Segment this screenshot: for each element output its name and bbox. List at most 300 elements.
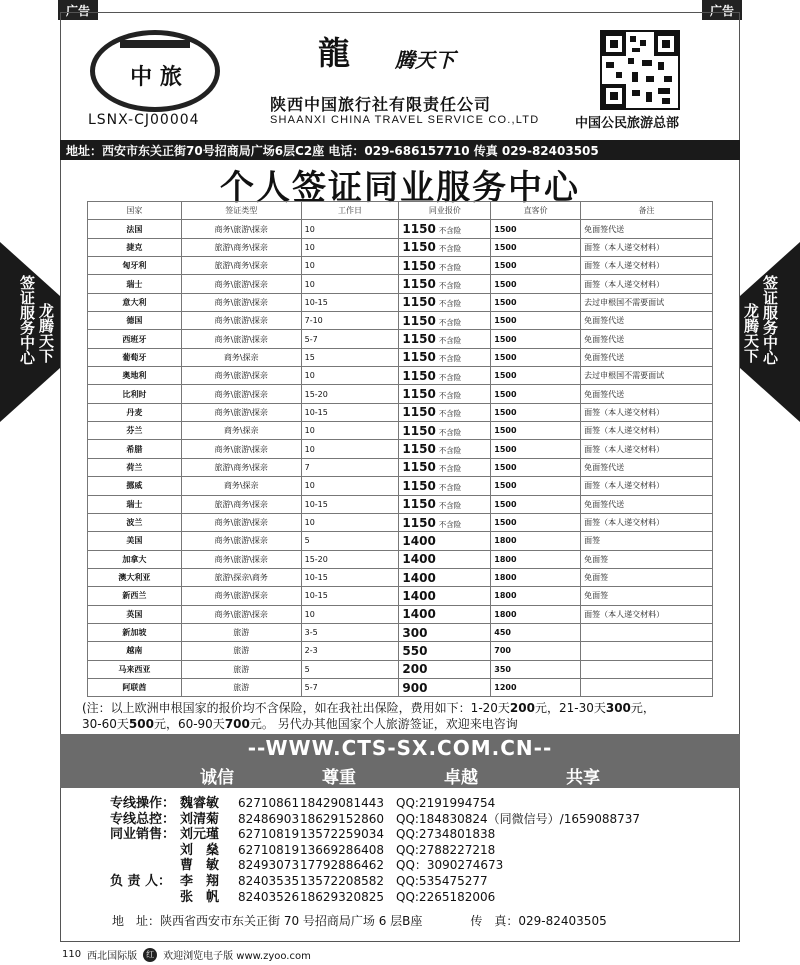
header-direct-price: 直客价 (491, 202, 581, 220)
cell-workdays: 5-7 (301, 678, 399, 696)
contact-row (110, 843, 640, 859)
contact-row (110, 827, 640, 843)
cell-visa-type: 商务\旅游\探亲 (181, 403, 301, 421)
address-bar: 地址：西安市东关正街70号招商局广场6层C2座 电话：029-686157710 传真 029-82403505 (60, 140, 740, 160)
footnote-text: 30-60天 (82, 717, 129, 731)
cell-country: 阿联酋 (88, 678, 182, 696)
insurance-note: 不含险 (438, 391, 462, 401)
trade-price-value: 1150 (402, 405, 436, 420)
contact-phone: 82493073 (238, 858, 300, 873)
cell-notes: 免面签 (581, 587, 713, 605)
cell-trade-price (399, 477, 491, 495)
contact-name: 刘清菊 (180, 811, 220, 827)
cell-direct-price: 1500 (491, 385, 581, 403)
trade-price-value: 1400 (402, 607, 436, 622)
cell-direct-price: 1800 (491, 532, 581, 550)
table-row (88, 477, 713, 495)
table-row (88, 642, 713, 660)
insurance-note: 不含险 (438, 427, 462, 437)
cell-visa-type: 商务\旅游\探亲 (181, 330, 301, 348)
cell-direct-price: 1500 (491, 330, 581, 348)
table-row (88, 678, 713, 696)
side-right-line-2: 签证服务中心 (761, 275, 779, 365)
company-name-en: SHAANXI CHINA TRAVEL SERVICE CO.,LTD (270, 114, 540, 126)
trade-price-value: 300 (402, 625, 428, 640)
cell-notes: 免面签 (581, 568, 713, 586)
contact-row (110, 858, 640, 874)
contact-qq: QQ:184830824（同微信号）/1659088737 (396, 811, 641, 826)
contact-mobile: 13669286408 (300, 842, 384, 857)
trade-price-value: 900 (402, 680, 428, 695)
contact-qq: QQ：3090274673 (396, 858, 504, 873)
cell-workdays: 15 (301, 348, 399, 366)
cell-notes: 面签（本人递交材料） (581, 513, 713, 531)
cell-workdays: 7 (301, 458, 399, 476)
cell-country: 奥地利 (88, 367, 182, 385)
cell-country: 葡萄牙 (88, 348, 182, 366)
table-row (88, 568, 713, 586)
footnote-text: (注：以上欧洲申根国家的报价均不含保险，如在我社出保险，费用如下：1-20天 (82, 701, 510, 715)
table-row (88, 660, 713, 678)
cell-direct-price: 1800 (491, 605, 581, 623)
ad-label-right: 广告 (702, 0, 742, 20)
cell-trade-price (399, 312, 491, 330)
cell-trade-price (399, 587, 491, 605)
insurance-note: 不含险 (438, 446, 462, 456)
header-notes: 备注 (581, 202, 713, 220)
value-item: 诚信 (200, 768, 234, 788)
cell-visa-type: 商务\旅游\探亲 (181, 605, 301, 623)
trade-price-value: 1150 (402, 332, 436, 347)
trade-price-value: 550 (402, 643, 428, 658)
table-row (88, 403, 713, 421)
cell-visa-type: 商务\旅游\探亲 (181, 513, 301, 531)
cell-notes: 去过申根国不需要面试 (581, 367, 713, 385)
value-item: 卓越 (444, 768, 478, 788)
cell-notes: 免面签代送 (581, 458, 713, 476)
contact-role: 同业销售： (110, 827, 176, 843)
trade-price-value: 1150 (402, 387, 436, 402)
trade-price-value: 1150 (402, 240, 436, 255)
side-left-line-1: 签证服务中心 (18, 275, 36, 365)
cell-notes: 免面签代送 (581, 495, 713, 513)
insurance-note: 不含险 (438, 482, 462, 492)
cell-workdays: 3-5 (301, 623, 399, 641)
cell-notes: 面签（本人递交材料） (581, 275, 713, 293)
contact-qq: QQ:2788227218 (396, 842, 496, 857)
cell-trade-price (399, 678, 491, 696)
cell-notes: 面签（本人递交材料） (581, 403, 713, 421)
insurance-note: 不含险 (438, 464, 462, 474)
contact-qq: QQ:2191994754 (396, 796, 496, 810)
cell-trade-price (399, 458, 491, 476)
insurance-note: 不含险 (438, 262, 462, 272)
cell-notes: 免面签代送 (581, 348, 713, 366)
insurance-note: 不含险 (438, 336, 462, 346)
cell-direct-price: 1800 (491, 568, 581, 586)
trade-price-value: 1150 (402, 313, 436, 328)
insurance-footnote (82, 700, 722, 732)
page-footer (62, 947, 311, 962)
cell-trade-price (399, 605, 491, 623)
logo-bar-icon (120, 40, 190, 48)
cell-visa-type: 旅游 (181, 678, 301, 696)
cell-workdays: 10-15 (301, 293, 399, 311)
cell-trade-price (399, 385, 491, 403)
cell-workdays: 10 (301, 422, 399, 440)
contact-name: 刘元瑾 (180, 827, 220, 843)
cell-workdays: 2-3 (301, 642, 399, 660)
cell-notes: 免面签代送 (581, 312, 713, 330)
cell-visa-type: 旅游\探亲\商务 (181, 568, 301, 586)
footnote-text: 元，21-30天 (534, 701, 606, 715)
trade-price-value: 1150 (402, 460, 436, 475)
trade-price-value: 1150 (402, 423, 436, 438)
cell-notes: 面签（本人递交材料） (581, 440, 713, 458)
cell-workdays: 5 (301, 532, 399, 550)
cell-country: 挪威 (88, 477, 182, 495)
trade-price-value: 1400 (402, 570, 436, 585)
table-row (88, 550, 713, 568)
cell-trade-price (399, 238, 491, 256)
cell-workdays: 7-10 (301, 312, 399, 330)
cell-visa-type: 商务\旅游\探亲 (181, 220, 301, 238)
visa-price-table (87, 201, 713, 697)
cell-direct-price: 1500 (491, 220, 581, 238)
cell-workdays: 10 (301, 440, 399, 458)
cell-visa-type: 商务\探亲 (181, 477, 301, 495)
cell-direct-price: 1500 (491, 458, 581, 476)
table-row (88, 275, 713, 293)
cell-workdays: 10 (301, 257, 399, 275)
cell-direct-price: 1200 (491, 678, 581, 696)
cell-workdays: 10-15 (301, 495, 399, 513)
cell-country: 荷兰 (88, 458, 182, 476)
cell-trade-price (399, 422, 491, 440)
cell-workdays: 10 (301, 605, 399, 623)
table-row (88, 605, 713, 623)
cell-country: 法国 (88, 220, 182, 238)
bottom-address: 地 址：陕西省西安市东关正街 70 号招商局广场 6 层B座 传 真：029-82403505 (112, 914, 607, 928)
cell-notes: 面签 (581, 532, 713, 550)
insurance-note: 不含险 (438, 519, 462, 529)
table-row (88, 422, 713, 440)
side-text-right (742, 275, 778, 365)
contact-name: 刘 燊 (180, 842, 220, 858)
cell-direct-price: 1500 (491, 513, 581, 531)
contact-name: 魏睿敏 (180, 796, 220, 811)
cell-trade-price (399, 513, 491, 531)
license-number: LSNX-CJ00004 (88, 112, 200, 128)
cell-country: 瑞士 (88, 495, 182, 513)
trade-price-value: 1150 (402, 497, 436, 512)
side-text-left (18, 275, 54, 365)
cell-notes: 面签（本人递交材料） (581, 605, 713, 623)
trade-price-value: 1150 (402, 295, 436, 310)
cell-country: 澳大利亚 (88, 568, 182, 586)
insurance-note: 不含险 (438, 409, 462, 419)
value-item: 尊重 (322, 768, 356, 788)
table-row (88, 238, 713, 256)
core-values (200, 763, 600, 788)
contact-phone: 62710819 (238, 842, 300, 857)
cell-direct-price: 1500 (491, 257, 581, 275)
insurance-price: 700 (224, 717, 250, 731)
cell-direct-price: 1500 (491, 367, 581, 385)
table-row (88, 458, 713, 476)
contact-name: 曹 敏 (180, 858, 220, 874)
page-title: 个人签证同业服务中心 (220, 168, 580, 208)
table-row (88, 257, 713, 275)
cell-workdays: 5 (301, 660, 399, 678)
table-row (88, 513, 713, 531)
contact-list (110, 796, 640, 905)
cell-notes: 面签（本人递交材料） (581, 477, 713, 495)
ad-label-left: 广告 (58, 0, 98, 20)
trade-price-value: 1150 (402, 277, 436, 292)
table-row (88, 293, 713, 311)
cell-country: 匈牙利 (88, 257, 182, 275)
cell-visa-type: 旅游\商务\探亲 (181, 238, 301, 256)
header-workdays: 工作日 (301, 202, 399, 220)
trade-price-value: 1400 (402, 588, 436, 603)
cell-visa-type: 商务\旅游\探亲 (181, 587, 301, 605)
cell-visa-type: 商务\旅游\探亲 (181, 385, 301, 403)
table-row (88, 220, 713, 238)
cell-country: 芬兰 (88, 422, 182, 440)
cell-direct-price: 1500 (491, 238, 581, 256)
contact-row (110, 812, 640, 828)
insurance-note: 不含险 (438, 281, 462, 291)
cell-visa-type: 旅游 (181, 642, 301, 660)
cell-workdays: 15-20 (301, 385, 399, 403)
cell-direct-price: 1500 (491, 495, 581, 513)
cell-direct-price: 1500 (491, 422, 581, 440)
contact-mobile: 18629320825 (300, 889, 384, 904)
header-trade-price: 同业报价 (399, 202, 491, 220)
contact-phone: 62710861 (238, 796, 300, 810)
contact-role (110, 890, 180, 906)
logo-text: 中 旅 (130, 65, 182, 90)
table-header-row (88, 202, 713, 220)
cell-country: 越南 (88, 642, 182, 660)
cell-country: 加拿大 (88, 550, 182, 568)
cell-direct-price: 1500 (491, 403, 581, 421)
insurance-note: 不含险 (438, 354, 462, 364)
cell-trade-price (399, 403, 491, 421)
cell-visa-type: 商务\探亲 (181, 422, 301, 440)
edition-name: 西北国际版 (87, 951, 138, 962)
cell-country: 德国 (88, 312, 182, 330)
cell-visa-type: 商务\旅游\探亲 (181, 312, 301, 330)
contact-role (110, 843, 180, 859)
side-right-line-1: 龙腾天下 (742, 303, 760, 363)
table-row (88, 495, 713, 513)
trade-price-value: 1150 (402, 478, 436, 493)
header-country: 国家 (88, 202, 182, 220)
insurance-price: 500 (128, 717, 154, 731)
website-url[interactable]: --WWW.CTS-SX.COM.CN-- (247, 736, 553, 760)
trade-price-value: 1150 (402, 222, 436, 237)
contact-role: 专线总控： (110, 811, 176, 827)
contact-row (110, 796, 640, 812)
table-row (88, 532, 713, 550)
cell-country: 意大利 (88, 293, 182, 311)
cell-workdays: 10 (301, 275, 399, 293)
cell-workdays: 15-20 (301, 550, 399, 568)
cell-visa-type: 旅游\商务\探亲 (181, 495, 301, 513)
cell-direct-price: 1800 (491, 550, 581, 568)
side-left-line-2: 龙腾天下 (37, 303, 55, 363)
cell-workdays: 10-15 (301, 587, 399, 605)
insurance-price: 300 (605, 701, 631, 715)
qr-caption: 中国公民旅游总部 (575, 116, 680, 131)
trade-price-value: 1150 (402, 368, 436, 383)
cell-country: 新西兰 (88, 587, 182, 605)
cell-country: 波兰 (88, 513, 182, 531)
cell-direct-price: 1500 (491, 293, 581, 311)
contact-name: 李 翔 (180, 873, 220, 889)
cell-visa-type: 商务\探亲 (181, 348, 301, 366)
contact-phone: 62710819 (238, 827, 300, 842)
cell-direct-price: 1500 (491, 312, 581, 330)
insurance-note: 不含险 (438, 226, 462, 236)
cell-notes (581, 623, 713, 641)
cell-notes: 免面签代送 (581, 385, 713, 403)
cell-direct-price: 1500 (491, 275, 581, 293)
contact-role (110, 858, 180, 874)
contact-mobile: 13572208582 (300, 873, 384, 888)
insurance-price: 200 (509, 701, 535, 715)
cell-visa-type: 旅游\商务\探亲 (181, 458, 301, 476)
cell-workdays: 10 (301, 238, 399, 256)
insurance-note: 不含险 (438, 317, 462, 327)
contact-mobile: 18629152860 (300, 811, 384, 826)
cell-notes: 去过申根国不需要面试 (581, 293, 713, 311)
trade-price-value: 1400 (402, 533, 436, 548)
cell-visa-type: 商务\旅游\探亲 (181, 550, 301, 568)
footnote-text: 元。 另代办其他国家个人旅游签证，欢迎来电咨询 (249, 717, 518, 731)
table-row (88, 330, 713, 348)
cell-trade-price (399, 495, 491, 513)
cell-visa-type: 旅游 (181, 660, 301, 678)
cell-trade-price (399, 440, 491, 458)
insurance-note: 不含险 (438, 501, 462, 511)
table-row (88, 367, 713, 385)
cell-trade-price (399, 293, 491, 311)
header-visa-type: 签证类型 (181, 202, 301, 220)
contact-qq: QQ:2734801838 (396, 827, 496, 842)
cell-direct-price: 1500 (491, 440, 581, 458)
cell-direct-price: 450 (491, 623, 581, 641)
table-row (88, 385, 713, 403)
cell-trade-price (399, 550, 491, 568)
cell-workdays: 10 (301, 513, 399, 531)
table-row (88, 623, 713, 641)
cell-trade-price (399, 660, 491, 678)
cell-trade-price (399, 623, 491, 641)
contact-mobile: 18429081443 (300, 796, 384, 810)
contact-phone: 82403535 (238, 873, 300, 888)
cell-country: 比利时 (88, 385, 182, 403)
contact-name: 张 帆 (180, 889, 220, 905)
cell-visa-type: 商务\旅游\探亲 (181, 367, 301, 385)
cell-country: 捷克 (88, 238, 182, 256)
cell-visa-type: 旅游 (181, 623, 301, 641)
cell-visa-type: 商务\旅游\探亲 (181, 532, 301, 550)
cell-notes: 免面签代送 (581, 330, 713, 348)
trade-price-value: 1150 (402, 515, 436, 530)
contact-row (110, 890, 640, 906)
cell-visa-type: 商务\旅游\探亲 (181, 275, 301, 293)
cell-direct-price: 1500 (491, 348, 581, 366)
cell-workdays: 10-15 (301, 403, 399, 421)
contact-mobile: 13572259034 (300, 827, 384, 842)
trade-price-value: 200 (402, 662, 428, 677)
trade-price-value: 1400 (402, 552, 436, 567)
cell-country: 瑞士 (88, 275, 182, 293)
cell-notes: 面签（本人递交材料） (581, 238, 713, 256)
cell-notes (581, 642, 713, 660)
cell-notes (581, 660, 713, 678)
cell-country: 丹麦 (88, 403, 182, 421)
contact-role: 专线操作： (110, 796, 176, 811)
qr-code-icon (600, 30, 680, 110)
footer-text: 欢迎浏览电子版 www.zyoo.com (163, 951, 311, 962)
cell-workdays: 10-15 (301, 568, 399, 586)
contact-qq: QQ:535475277 (396, 873, 488, 888)
cell-workdays: 10 (301, 367, 399, 385)
cell-workdays: 10 (301, 220, 399, 238)
cell-country: 西班牙 (88, 330, 182, 348)
cell-notes: 免面签 (581, 550, 713, 568)
cell-direct-price: 1500 (491, 477, 581, 495)
company-name: 陕西中国旅行社有限责任公司 (270, 95, 492, 114)
cell-trade-price (399, 275, 491, 293)
insurance-note: 不含险 (438, 299, 462, 309)
footnote-text: 元，60-90天 (153, 717, 225, 731)
cell-workdays: 10 (301, 477, 399, 495)
cell-trade-price (399, 532, 491, 550)
cell-notes (581, 678, 713, 696)
cell-country: 新加坡 (88, 623, 182, 641)
trade-price-value: 1150 (402, 258, 436, 273)
contact-role: 负 责 人： (110, 873, 172, 889)
cell-trade-price (399, 330, 491, 348)
table-row (88, 312, 713, 330)
cell-country: 英国 (88, 605, 182, 623)
brand-calligraphy: 龍 (318, 34, 351, 72)
cell-workdays: 5-7 (301, 330, 399, 348)
contact-mobile: 17792886462 (300, 858, 384, 873)
insurance-note: 不含险 (438, 372, 462, 382)
trade-price-value: 1150 (402, 350, 436, 365)
table-row (88, 587, 713, 605)
insurance-note: 不含险 (438, 244, 462, 254)
cell-visa-type: 旅游\商务\探亲 (181, 257, 301, 275)
cell-visa-type: 商务\旅游\探亲 (181, 293, 301, 311)
cell-visa-type: 商务\旅游\探亲 (181, 440, 301, 458)
trade-price-value: 1150 (402, 442, 436, 457)
page-number: 110 (62, 949, 82, 960)
value-item: 共享 (566, 768, 600, 788)
brand-slogan: 腾天下 (395, 48, 455, 72)
cell-direct-price: 700 (491, 642, 581, 660)
cell-trade-price (399, 642, 491, 660)
table-row (88, 348, 713, 366)
cell-trade-price (399, 367, 491, 385)
contact-phone: 82486903 (238, 811, 300, 826)
